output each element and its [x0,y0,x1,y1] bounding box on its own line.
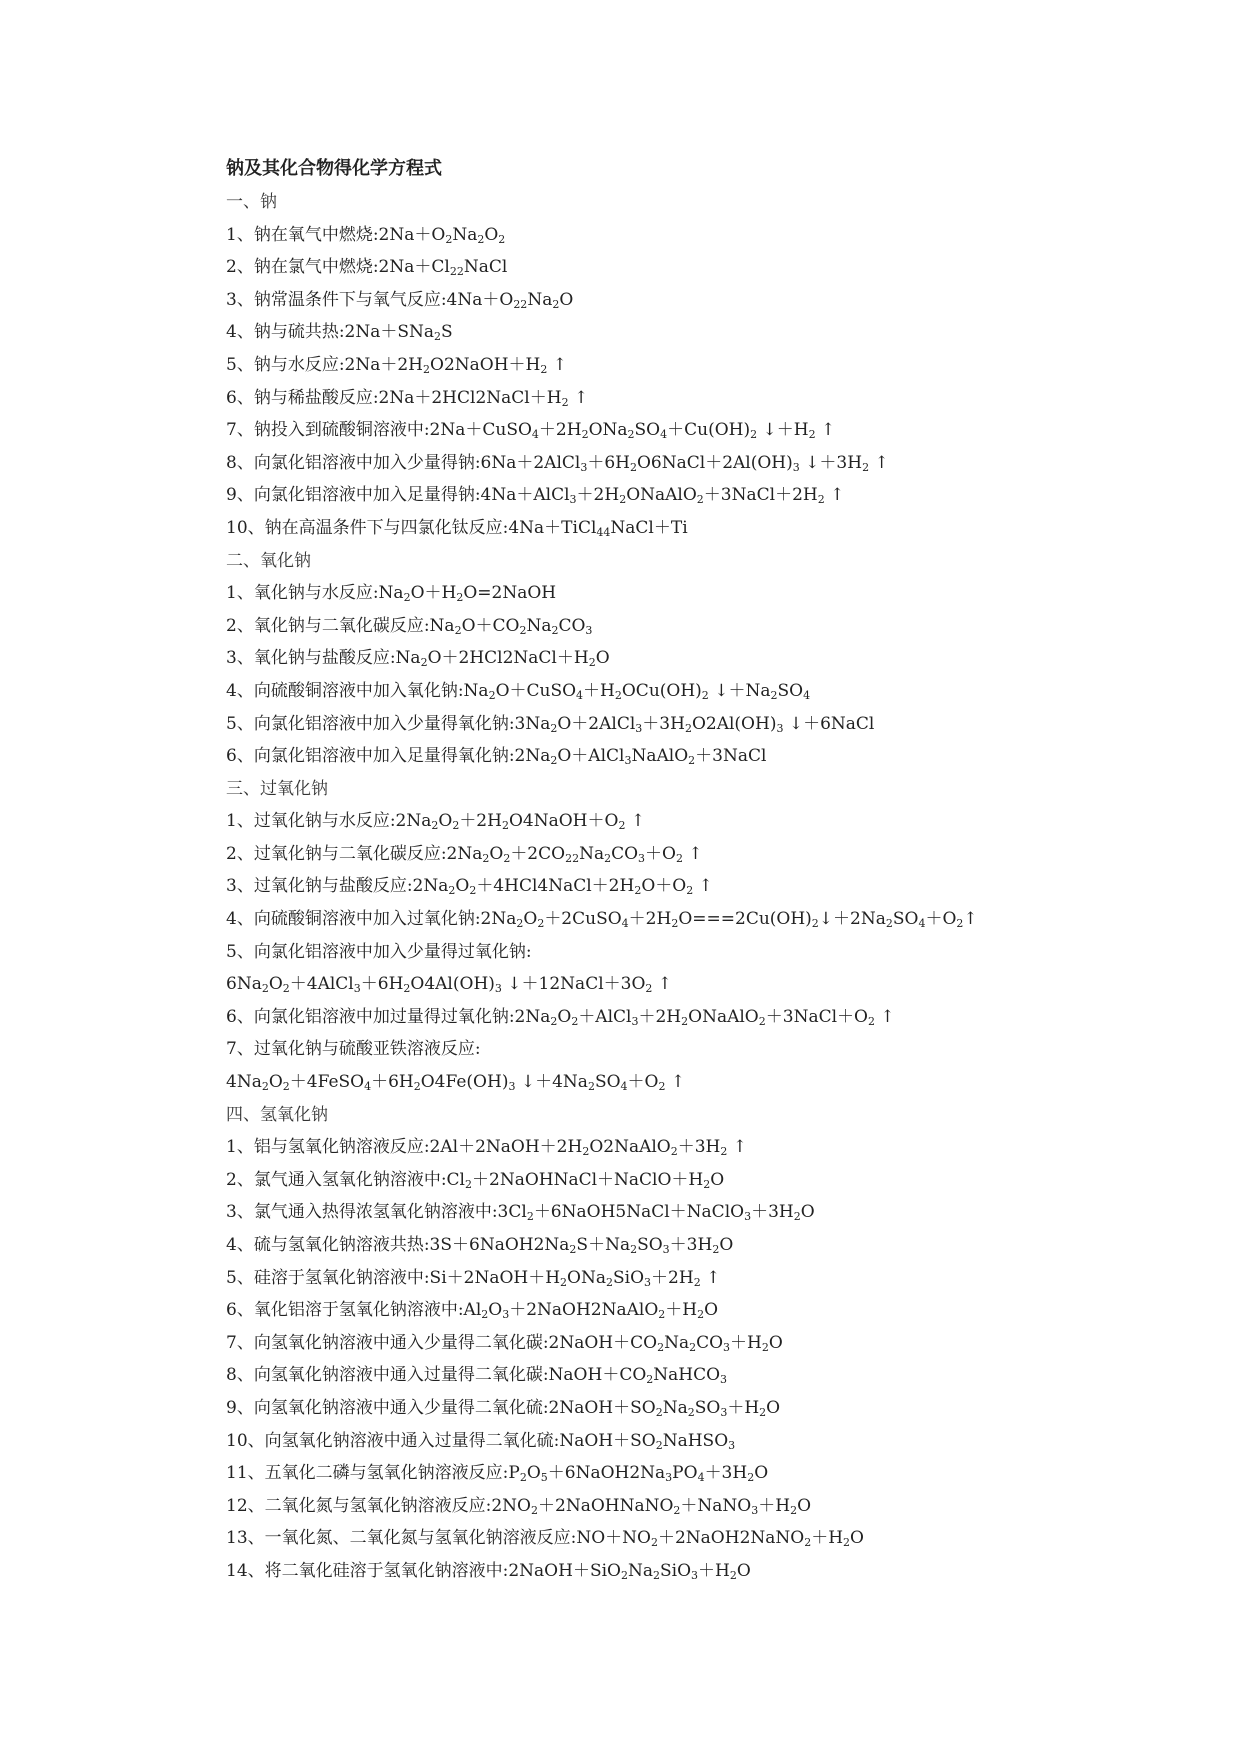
equation-line: 1、钠在氧气中燃烧$:2Na+O_2Na_2O_2$ [226,224,506,246]
equation-line: 7、过氧化钠与硫酸亚铁溶液反应: [226,1039,481,1060]
equation-line: 5、向氯化铝溶液中加入少量得氧化钠$:3Na_2O+2AlCl_3+3H_2O2Al(OH)_3$ ↓＋6NaCl [226,713,875,735]
equation-line: 9、向氢氧化钠溶液中通入少量得二氧化硫$:2NaOH+SO_2Na_2SO_3+H_2O$ [226,1397,781,1419]
equation-line: 3、钠常温条件下与氧气反应$:4Na+O_{22}Na_2O$ [226,289,574,311]
equation-line: 8、向氢氧化钠溶液中通入过量得二氧化碳$:NaOH+CO_2NaHCO_3$ [226,1365,728,1387]
equation-line: 2、过氧化钠与二氧化碳反应$:2Na_2O_2+2CO_{22}Na_2CO_3+O_2$ ↑ [226,843,703,865]
equation-line: 6、氧化铝溶于氢氧化钠溶液中$:Al_2O_3+2NaOH2NaAlO_2+H_2O$ [226,1300,719,1322]
equation-line: 4、向硫酸铜溶液中加入氧化钠$:Na_2O+CuSO_4+H_2OCu(OH)_2$ $↓+Na_2SO_4$ [226,680,811,702]
equation-line: $6Na_2O_2+4AlCl_3+6H_2O4Al(OH)_3$ $↓+12NaCl+3O_2$ ↑ [226,974,673,996]
equation-line: 7、钠投入到硫酸铜溶液中$:2Na+CuSO_4+2H_2ONa_2SO_4+Cu(OH)_2$ $↓+H_2$ ↑ [226,420,836,442]
equation-line: 2、氧化钠与二氧化碳反应$:Na_2O+CO_2Na_2CO_3$ [226,615,593,637]
equation-line: 5、向氯化铝溶液中加入少量得过氧化钠: [226,941,532,962]
equation-line: 4、向硫酸铜溶液中加入过氧化钠$:2Na_2O_2+2CuSO_4+2H_2O===2Cu(OH)_2↓+2Na_2SO_4+O_2↑$ [226,909,978,931]
equation-line: 5、钠与水反应$:2Na+2H_2O2NaOH+H_2$ ↑ [226,354,568,376]
equation-line: 10、钠在高温条件下与四氯化钛反应:4Na＋TiCl$_{44}$NaCl＋Ti [226,517,688,539]
equation-line: 13、一氧化氮、二氧化氮与氢氧化钠溶液反应$:NO+NO_2+2NaOH2NaNO_2+H_2O$ [226,1528,864,1550]
equation-line: 3、氯气通入热得浓氢氧化钠溶液中$:3Cl_2+6NaOH5NaCl+NaClO_3+3H_2O$ [226,1202,815,1224]
section-heading: 三、过氧化钠 [226,778,328,799]
document-title: 钠及其化合物得化学方程式 [226,158,442,179]
section-heading: 四、氢氧化钠 [226,1104,328,1125]
equation-line: 8、向氯化铝溶液中加入少量得钠$:6Na+2AlCl_3+6H_2O6NaCl+2Al(OH)_3$ $↓+3H_2$ ↑ [226,452,889,474]
section-heading: 一、钠 [226,192,277,212]
equation-list [226,186,1186,1588]
equation-line: 4、硫与氢氧化钠溶液共热$:3S+6NaOH2Na_2S+Na_2SO_3+3H_2O$ [226,1235,734,1256]
equation-line: 3、过氧化钠与盐酸反应$:2Na_2O_2+4HCl4NaCl+2H_2O+O_2$ ↑ [226,876,713,898]
equation-line: 3、氧化钠与盐酸反应$:Na_2O+2HCl2NaCl+H_2O$ [226,648,610,670]
equation-line: 12、二氧化氮与氢氧化钠溶液反应$:2NO_2+2NaOHNaNO_2+NaNO_3+H_2O$ [226,1495,812,1517]
equation-line: 1、过氧化钠与水反应$:2Na_2O_2+2H_2O4NaOH+O_2$ ↑ [226,811,646,833]
equation-line: 6、钠与稀盐酸反应$:2Na+2HCl2NaCl+H_2$ ↑ [226,387,589,409]
document-page [226,152,1186,1588]
equation-line: 1、铝与氢氧化钠溶液反应$:2Al+2NaOH+2H_2O2NaAlO_2+3H_2$ ↑ [226,1137,748,1159]
equation-line: 1、氧化钠与水反应$:Na_2O+H_2O=2NaOH$ [226,583,557,605]
equation-line: 6、向氯化铝溶液中加入足量得氧化钠$:2Na_2O+AlCl_3NaAlO_2+3NaCl$ [226,746,767,768]
equation-line: 10、向氢氧化钠溶液中通入过量得二氧化硫$:NaOH+SO_2NaHSO_3$ [226,1430,736,1452]
equation-line: $4Na_2O_2+4FeSO_4+6H_2O4Fe(OH)_3$ $↓+4Na_2SO_4+O_2$ ↑ [226,1072,686,1094]
section-heading: 二、氧化钠 [226,550,311,571]
equation-line: 2、钠在氯气中燃烧$:2Na+Cl_{22}NaCl$ [226,257,508,279]
equation-line: 14、将二氧化硅溶于氢氧化钠溶液中$:2NaOH+SiO_2Na_2SiO_3+H_2O$ [226,1560,751,1582]
equation-line: 2、氯气通入氢氧化钠溶液中$:Cl_2+2NaOHNaCl+NaClO+H_2O$ [226,1169,725,1191]
equation-line: 9、向氯化铝溶液中加入足量得钠$:4Na+AlCl_3+2H_2ONaAlO_2+3NaCl+2H_2$ ↑ [226,485,845,507]
equation-line: 11、五氧化二磷与氢氧化钠溶液反应$:P_2O_5+6NaOH2Na_3PO_4+3H_2O$ [226,1463,769,1485]
equation-line: 6、向氯化铝溶液中加过量得过氧化钠$:2Na_2O_2+AlCl_3+2H_2ONaAlO_2+3NaCl+O_2$ ↑ [226,1006,895,1028]
equation-line: 5、硅溶于氢氧化钠溶液中$:Si+2NaOH+H_2ONa_2SiO_3+2H_2$ ↑ [226,1267,721,1289]
equation-line: 7、向氢氧化钠溶液中通入少量得二氧化碳$:2NaOH+CO_2Na_2CO_3+H_2O$ [226,1332,783,1354]
equation-line: 4、钠与硫共热:2Na＋SNa$_2$S [226,322,453,344]
